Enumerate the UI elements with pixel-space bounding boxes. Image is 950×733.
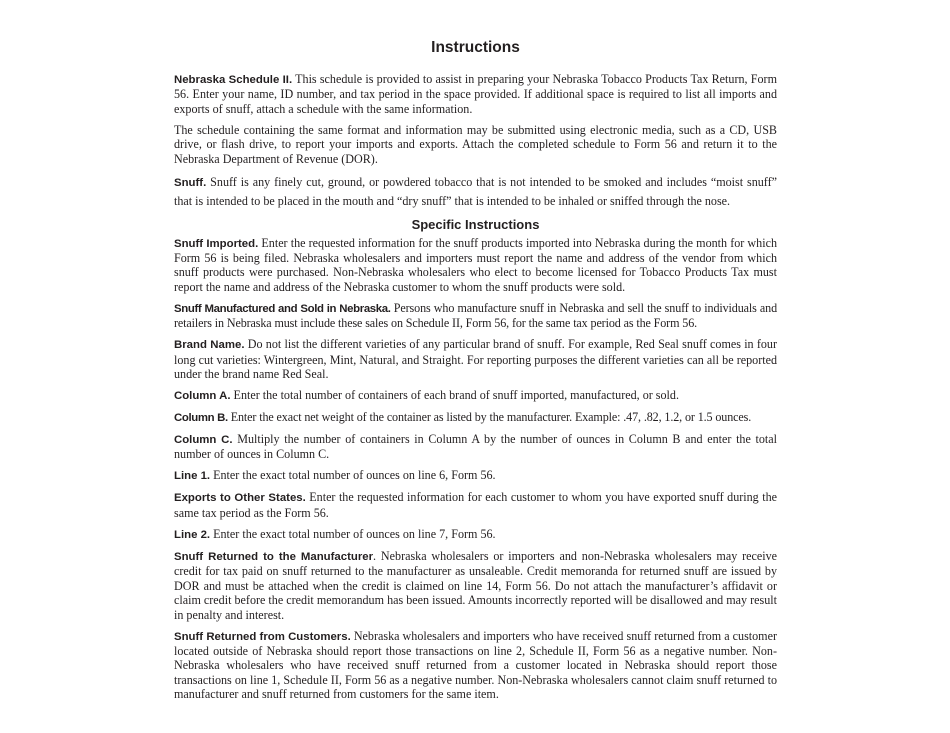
paragraph-text: Do not list the different varieties of any particular brand of snuff. For example, Red Seal snuff comes in four long cut varieties: Wintergreen, Mint, Natural, and Straight. For reporting purposes the different varieties can all be reported under the brand name Red Seal. [174,337,777,382]
instructions-page [174,38,777,708]
paragraph-text: Enter the total number of containers of each brand of snuff imported, manufactured, or sold. [230,388,679,403]
brand-name-paragraph [174,337,777,381]
paragraph-heading: Nebraska Schedule II. [174,74,293,86]
paragraph-text: Enter the exact net weight of the container as listed by the manufacturer. Example: .47, .82, 1.2, or 1.5 ounces. [227,410,752,425]
exports-paragraph [174,490,777,520]
paragraph-text: Multiply the number of containers in Column A by the number of ounces in Column B and enter the total number of ounces in Column C. [174,432,777,462]
returned-to-manufacturer-paragraph [174,549,777,622]
paragraph-text: Enter the requested information for each customer to whom you have exported snuff during the same tax period as the Form 56. [174,490,777,520]
paragraph-heading: Snuff Returned to the Manufacturer [174,550,374,563]
paragraph-heading: Snuff Returned from Customers. [174,630,351,643]
page-title: Instructions [431,39,520,56]
snuff-definition-paragraph [174,173,777,210]
paragraph-text: The schedule containing the same format and information may be submitted using electronic media, such as a CD, USB drive, or flash drive, to report your imports and exports. Attach the completed schedule to Form 56 and return it to the Nebraska Department of Revenue (DOR). [174,122,777,166]
paragraph-text: Nebraska wholesalers and importers who have received snuff returned from a customer located outside of Nebraska should report those transactions on line 2, Schedule II, Form 56 as a negative number. Non-Nebraska wholesalers who have received snuff returned from a customer located in Nebraska should report those transactions on line 1, Schedule II, Form 56 as a negative number. Non-Nebraska wholesalers cannot claim snuff returned to manufacturer and snuff returned from customers for the same item. [174,628,777,702]
paragraph-heading: Line 1. [174,470,211,483]
paragraph-text: Enter the exact total number of ounces on line 7, Form 56. [210,526,496,541]
line-2-paragraph [174,527,777,542]
paragraph-heading: Line 2. [174,528,211,541]
snuff-imported-paragraph [174,236,777,295]
paragraph-text: This schedule is provided to assist in preparing your Nebraska Tobacco Products Tax Return, Form 56. Enter your name, ID number, and tax period in the space provided. If additional space is required to list all imports and exports of snuff, attach a schedule with the same information. [174,72,777,116]
section-title: Specific Instructions [411,216,540,232]
column-c-paragraph [174,432,777,462]
paragraph-text: Enter the exact total number of ounces on line 6, Form 56. [210,468,496,483]
paragraph-heading: Snuff Imported. [174,237,259,250]
intro-schedule-paragraph [174,72,777,116]
paragraph-heading: Brand Name. [174,339,245,352]
returned-from-customers-paragraph [174,629,777,702]
snuff-manufactured-paragraph [174,301,777,331]
paragraph-text: . Nebraska wholesalers or importers and non-Nebraska wholesalers may receive credit for tax paid on snuff returned to the manufacturer as unsaleable. Credit memoranda for returned snuff are issued by DOR and must be attached when the credit is claimed on line 14, Form 56. Do not attach the manufacturer’s affidavit or claim credit before the credit memorandum has been issued. Amounts incorrectly reported will be disallowed and may result in penalty and interest. [174,548,777,622]
intro-electronic-media-paragraph [174,123,777,166]
paragraph-heading: Column A. [174,390,231,403]
paragraph-text: Persons who manufacture snuff in Nebraska and sell the snuff to individuals and retailers in Nebraska must include these sales on Schedule II, Form 56, for the same tax period as the Form 56. [174,300,778,331]
paragraph-heading: Snuff. [174,176,207,189]
paragraph-heading: Exports to Other States. [174,492,306,505]
paragraph-text: Enter the requested information for the snuff products imported into Nebraska during the month for which Form 56 is being filed. Nebraska wholesalers and importers must report the name and address of the vendor from which snuff products were purchased. Non-Nebraska wholesalers who elect to become licensed for Tobacco Products Tax must report the name and address of the Nebraska customer to whom the snuff products were sold. [174,235,777,294]
paragraph-heading: Snuff Manufactured and Sold in Nebraska. [174,302,391,315]
column-a-paragraph [174,388,777,403]
paragraph-text: Snuff is any finely cut, ground, or powdered tobacco that is not intended to be smoked and includes “moist snuff” that is intended to be placed in the mouth and “dry snuff” that is intended to be inhaled or sniffed through the nose. [174,174,777,208]
line-1-paragraph [174,468,777,483]
paragraph-heading: Column C. [174,434,233,447]
column-b-paragraph [174,410,777,425]
paragraph-heading: Column B. [174,412,228,425]
